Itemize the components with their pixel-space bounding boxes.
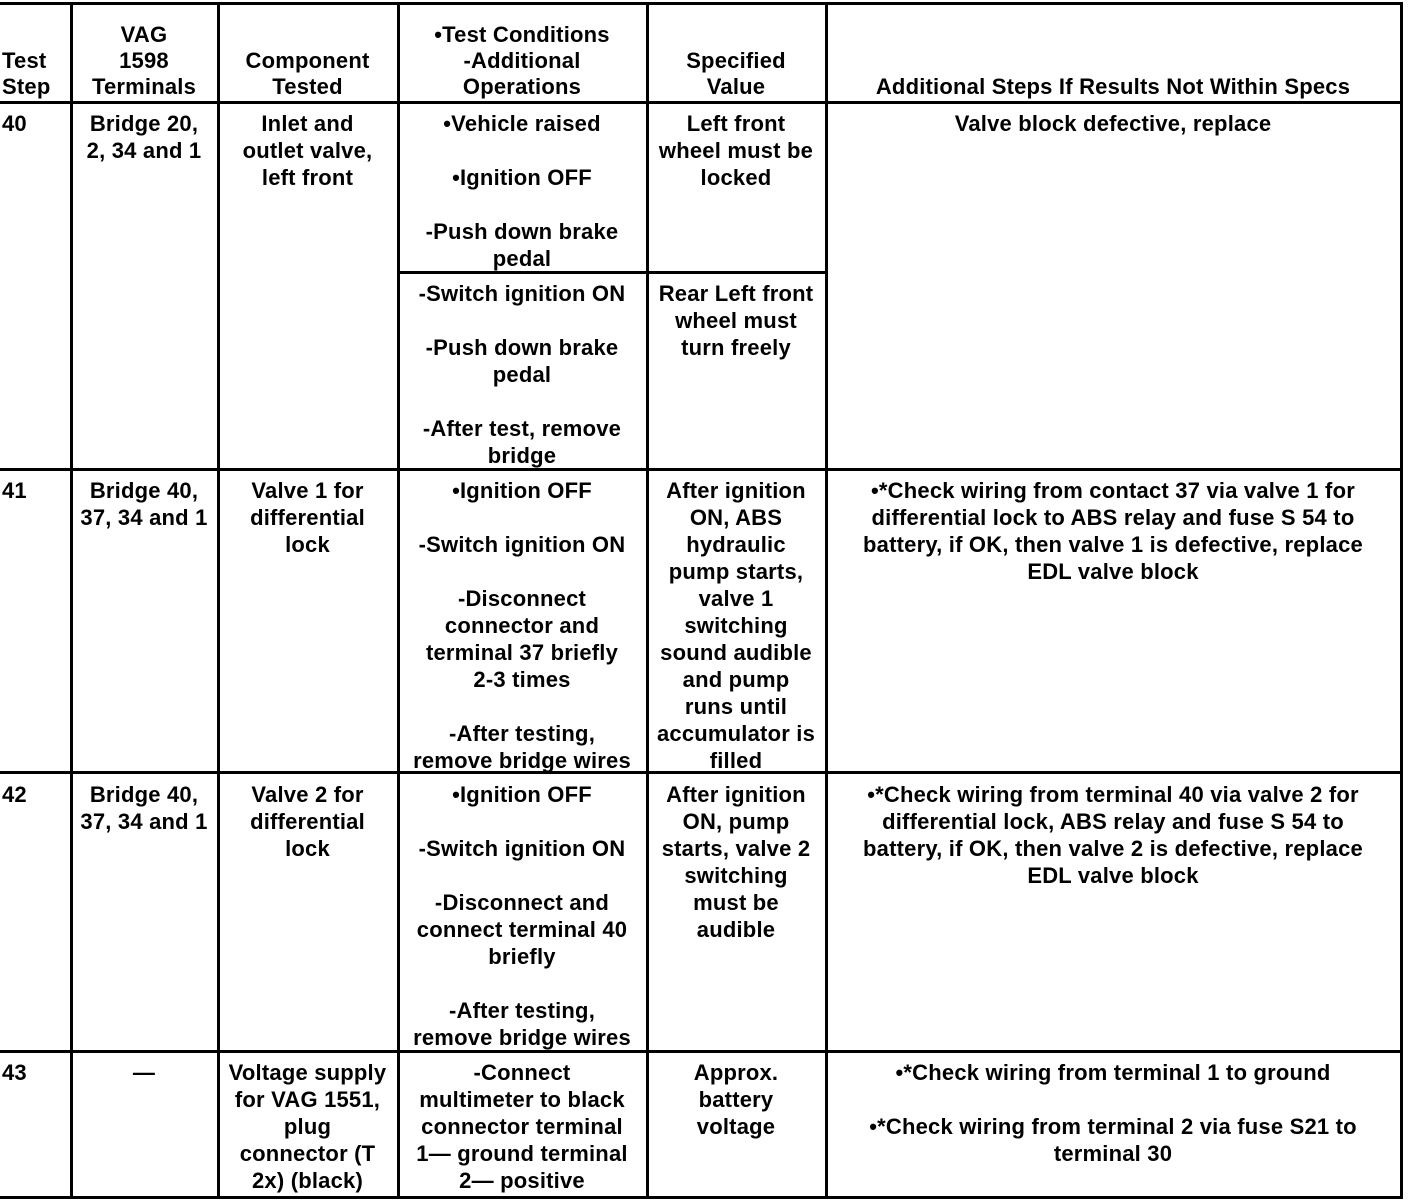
row-41-terminals: Bridge 40, 37, 34 and 1 bbox=[80, 478, 208, 530]
row-40-additional: Valve block defective, replace bbox=[954, 111, 1272, 136]
col-line-1 bbox=[70, 2, 73, 1199]
row-42-step: 42 bbox=[2, 782, 27, 807]
row-41-component: Valve 1 for differential lock bbox=[250, 478, 365, 557]
row-40-terminals: Bridge 20, 2, 34 and 1 bbox=[86, 111, 202, 163]
row-43-specified: Approx. battery voltage bbox=[693, 1060, 779, 1139]
row-40-step: 40 bbox=[2, 111, 27, 136]
header-additional-steps: Additional Steps If Results Not Within Specs bbox=[875, 74, 1351, 99]
row-41-conditions: •Ignition OFF -Switch ignition ON -Disconnect connector and terminal 37 briefly 2-3 times -After testing, remove bridge wires bbox=[413, 478, 631, 773]
row-42-specified: After ignition ON, pump starts, valve 2 switching must be audible bbox=[661, 782, 811, 942]
row-40-specified-b: Rear Left front wheel must turn freely bbox=[658, 281, 814, 360]
row-41-step: 41 bbox=[2, 478, 27, 503]
col-line-5 bbox=[825, 2, 828, 1199]
table-border-top bbox=[0, 2, 1403, 5]
row-43-terminals: — bbox=[132, 1060, 156, 1085]
header-test-step: Test Step bbox=[2, 48, 51, 99]
row-43-component: Voltage supply for VAG 1551, plug connector (T 2x) (black) bbox=[228, 1060, 387, 1193]
header-divider bbox=[0, 101, 1403, 104]
col-line-6 bbox=[1400, 2, 1403, 1199]
row-43-additional: •*Check wiring from terminal 1 to ground •*Check wiring from terminal 2 via fuse S21 to terminal 30 bbox=[869, 1060, 1357, 1166]
row-40-component: Inlet and outlet valve, left front bbox=[242, 111, 373, 190]
row-43-step: 43 bbox=[2, 1060, 27, 1085]
row-40-conditions-b: -Switch ignition ON -Push down brake pedal -After test, remove bridge bbox=[418, 281, 626, 468]
header-component-tested: Component Tested bbox=[245, 48, 370, 99]
row-divider-40-41 bbox=[0, 468, 1403, 471]
row-42-terminals: Bridge 40, 37, 34 and 1 bbox=[80, 782, 208, 834]
row-43-conditions: -Connect multimeter to black connector terminal 1— ground terminal 2— positive bbox=[416, 1060, 628, 1193]
row-41-specified: After ignition ON, ABS hydraulic pump starts, valve 1 switching sound audible and pump runs until accumulator is filled bbox=[656, 478, 816, 773]
row-40-specified-a: Left front wheel must be locked bbox=[658, 111, 814, 190]
header-test-conditions: •Test Conditions -Additional Operations bbox=[434, 22, 610, 99]
row-42-component: Valve 2 for differential lock bbox=[250, 782, 365, 861]
row-divider-42-43 bbox=[0, 1050, 1403, 1053]
table-border-bottom bbox=[0, 1196, 1403, 1199]
header-terminals: VAG 1598 Terminals bbox=[91, 22, 197, 99]
row-40-conditions-a: •Vehicle raised •Ignition OFF -Push down brake pedal bbox=[425, 111, 619, 271]
row-41-additional: •*Check wiring from contact 37 via valve 1 for differential lock to ABS relay and fuse S 54 to battery, if OK, then valve 1 is defective, replace EDL valve block bbox=[863, 478, 1363, 584]
row-42-additional: •*Check wiring from terminal 40 via valve 2 for differential lock, ABS relay and fuse S 54 to battery, if OK, then valve 2 is defective, replace EDL valve block bbox=[863, 782, 1363, 888]
header-specified-value: Specified Value bbox=[686, 48, 786, 99]
row-42-conditions: •Ignition OFF -Switch ignition ON -Disconnect and connect terminal 40 briefly -After testing, remove bridge wires bbox=[413, 782, 631, 1050]
